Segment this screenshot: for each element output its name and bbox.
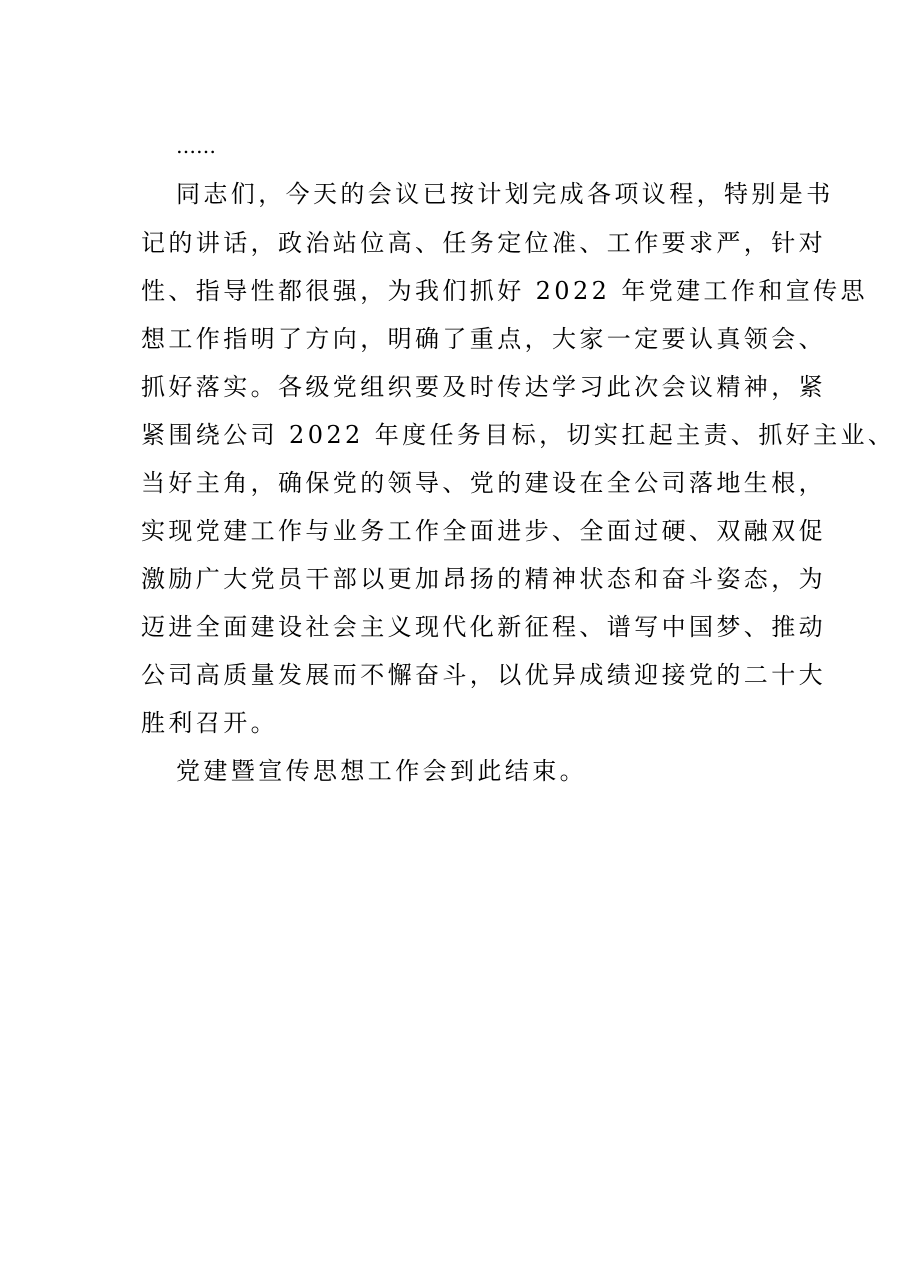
paragraph-2: 党建暨宣传思想工作会到此结束。 <box>176 757 587 785</box>
paragraph-1-line-4: 想工作指明了方向，明确了重点，大家一定要认真领会、 <box>141 325 826 353</box>
paragraph-1-line-12: 胜利召开。 <box>141 709 278 737</box>
paragraph-1-line-7: 当好主角，确保党的领导、党的建设在全公司落地生根， <box>141 469 826 497</box>
paragraph-1-line-8: 实现党建工作与业务工作全面进步、全面过硬、双融双促 <box>141 517 826 545</box>
paragraph-1-line-11: 公司高质量发展而不懈奋斗，以优异成绩迎接党的二十大 <box>141 661 826 689</box>
paragraph-1-line-5: 抓好落实。各级党组织要及时传达学习此次会议精神，紧 <box>141 373 826 401</box>
paragraph-1-line-3: 性、指导性都很强，为我们抓好 2022 年党建工作和宣传思 <box>141 277 868 305</box>
ellipsis-line: …… <box>176 134 216 158</box>
paragraph-1-line-2: 记的讲话，政治站位高、任务定位准、工作要求严，针对 <box>141 229 826 257</box>
paragraph-1-line-9: 激励广大党员干部以更加昂扬的精神状态和奋斗姿态，为 <box>141 565 826 593</box>
paragraph-1-line-1: 同志们，今天的会议已按计划完成各项议程，特别是书 <box>176 180 834 208</box>
paragraph-1-line-10: 迈进全面建设社会主义现代化新征程、谱写中国梦、推动 <box>141 613 826 641</box>
paragraph-1-line-6: 紧围绕公司 2022 年度任务目标，切实扛起主责、抓好主业、 <box>141 421 896 449</box>
